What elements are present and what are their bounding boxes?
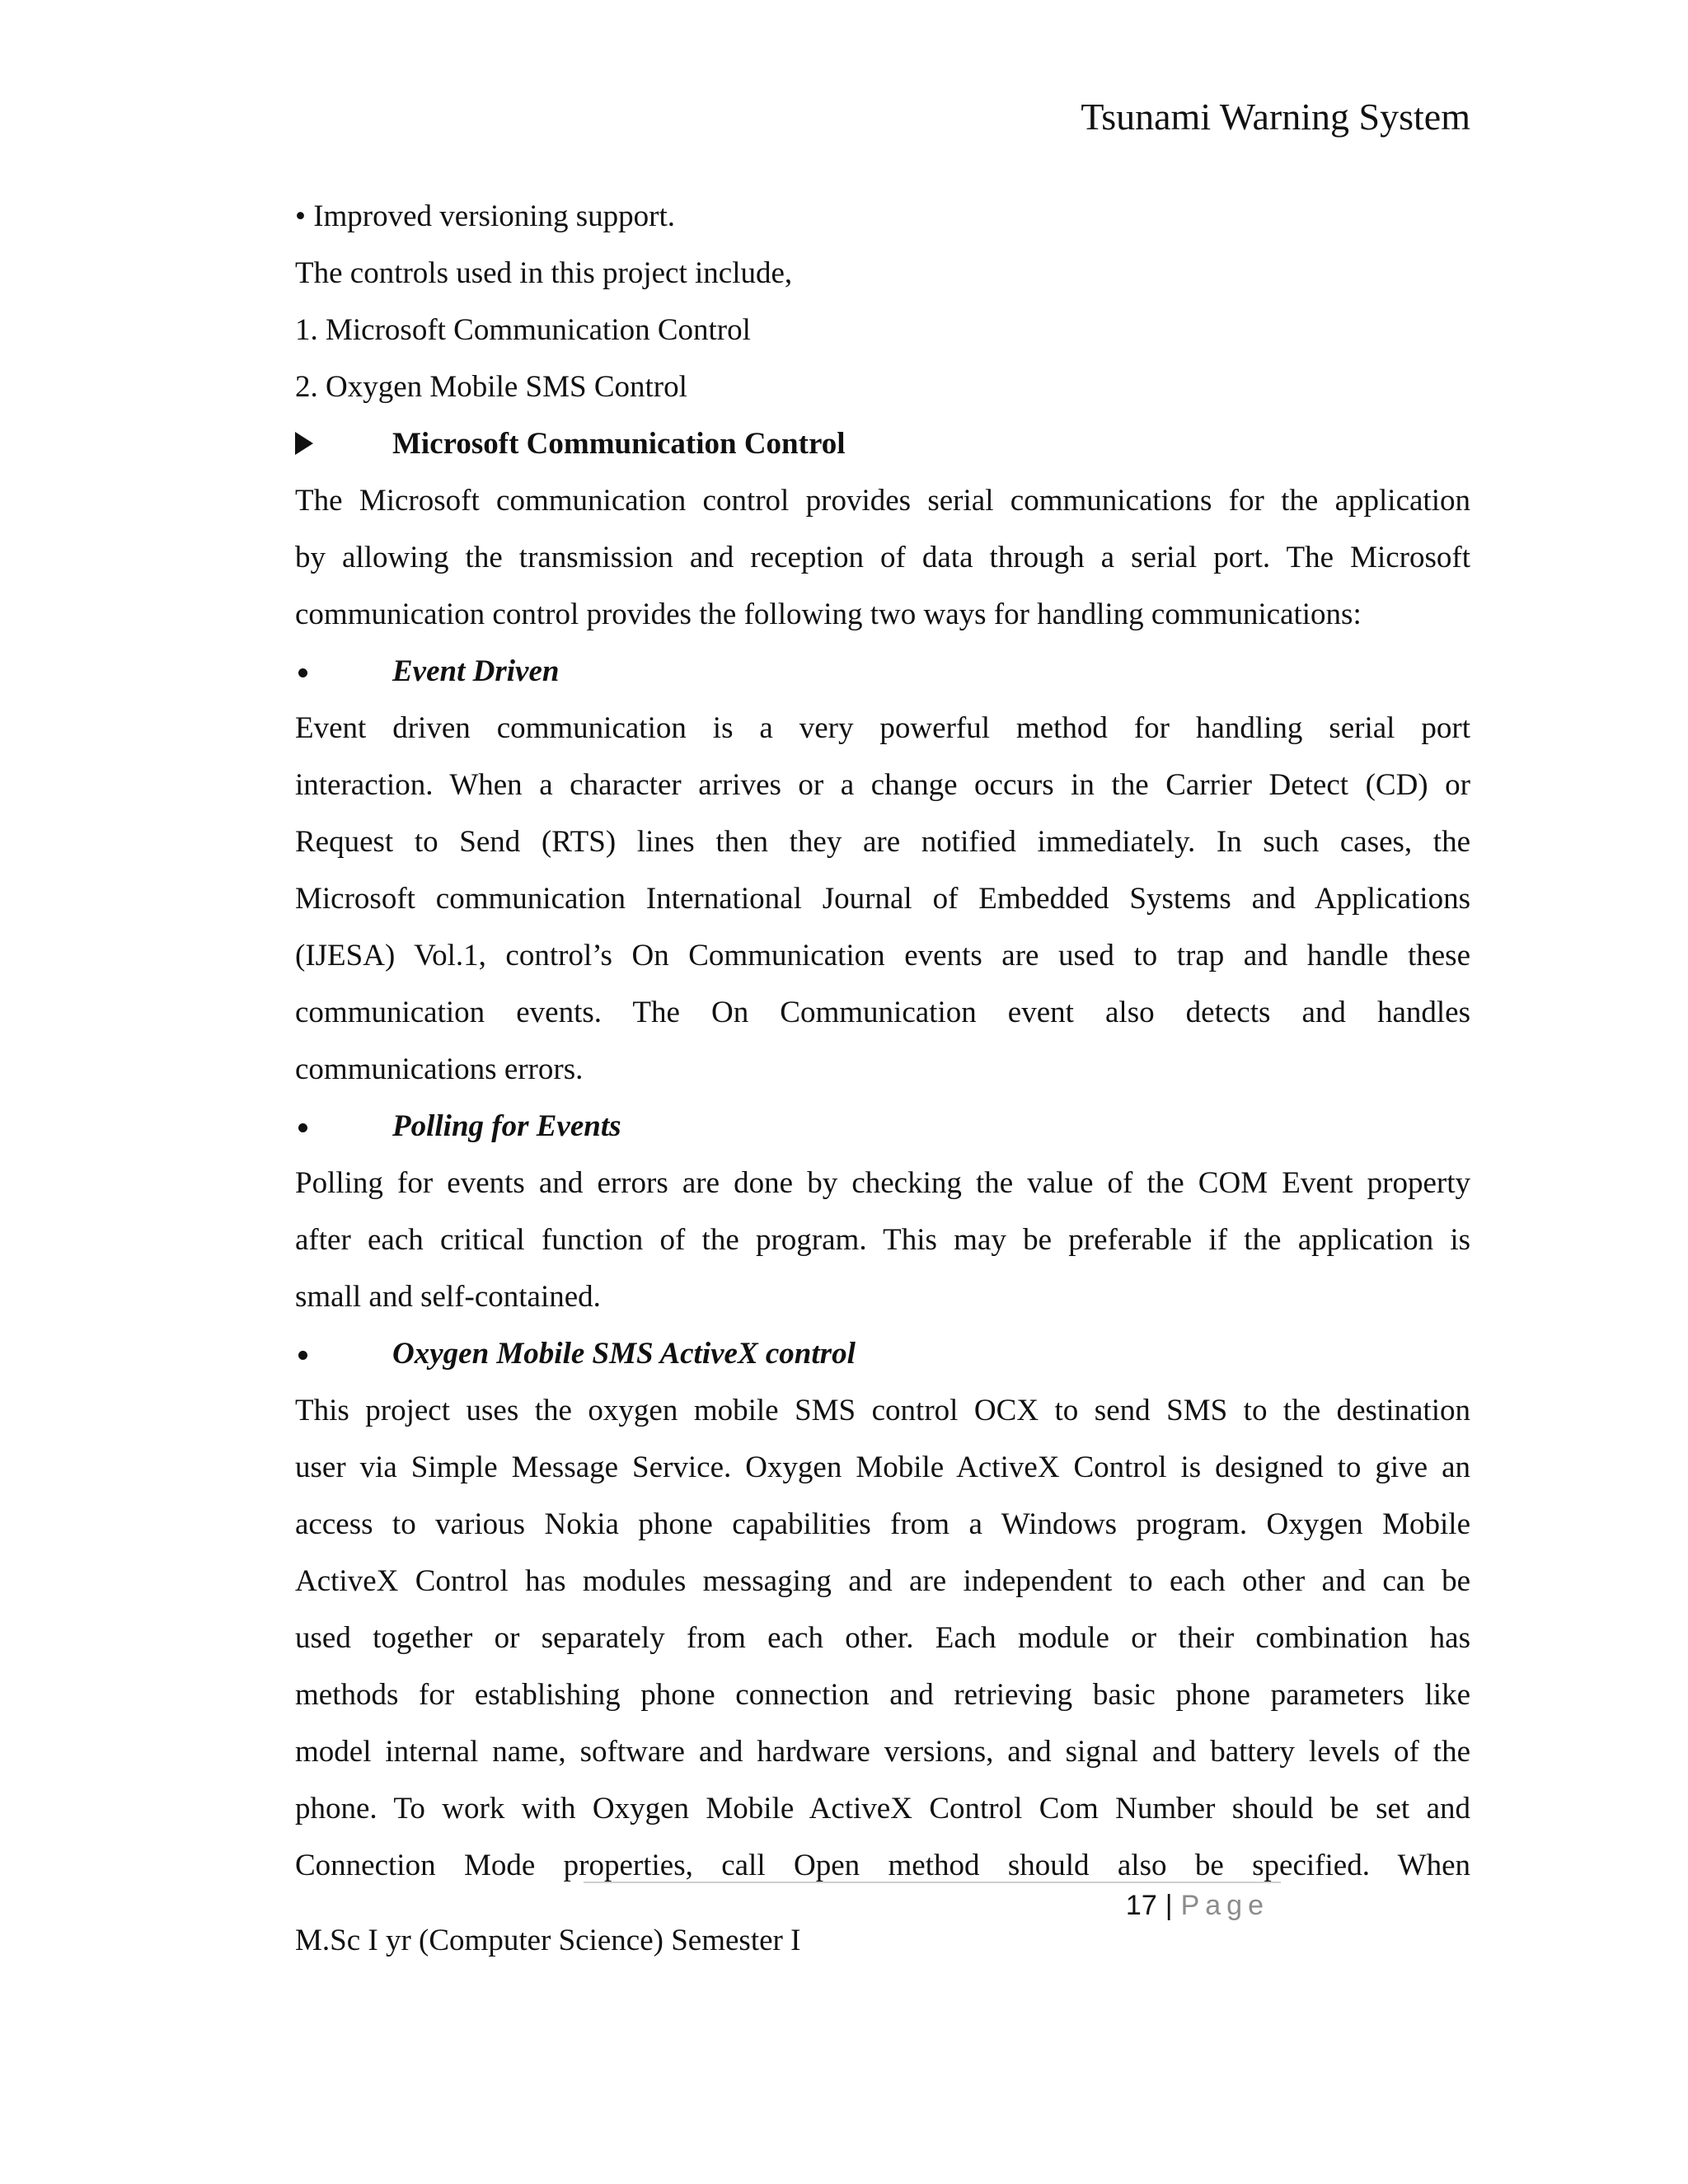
- bullet-icon: [295, 1098, 392, 1155]
- paragraph-line: small and self-contained.: [295, 1280, 601, 1314]
- subheading-text: Polling for Events: [392, 1109, 621, 1143]
- paragraph-line: model internal name, software and hardware versions, and signal and battery levels of the: [295, 1735, 1470, 1769]
- paragraph-line: (IJESA) Vol.1, control’s On Communication events are used to trap and handle these: [295, 939, 1470, 972]
- paragraph-line: phone. To work with Oxygen Mobile ActiveX Control Com Number should be set and: [295, 1792, 1470, 1825]
- paragraph-line: Event driven communication is a very powerful method for handling serial port: [295, 711, 1470, 745]
- paragraph-line: communications errors.: [295, 1052, 584, 1086]
- paragraph-line: ActiveX Control has modules messaging and are independent to each other and can be: [295, 1564, 1470, 1598]
- paragraph-line: This project uses the oxygen mobile SMS control OCX to send SMS to the destination: [295, 1394, 1470, 1427]
- paragraph-line: Microsoft communication International Journal of Embedded Systems and Applications: [295, 882, 1470, 916]
- paragraph-line: The Microsoft communication control provides serial communications for the application: [295, 484, 1470, 518]
- subheading-polling: [295, 1098, 1470, 1155]
- list-item: 1. Microsoft Communication Control: [295, 313, 751, 347]
- page-number-value: 17: [1125, 1890, 1157, 1921]
- paragraph-line: used together or separately from each other. Each module or their combination has: [295, 1621, 1470, 1655]
- page-number-separator: |: [1165, 1890, 1173, 1921]
- paragraph-line: access to various Nokia phone capabilities from a Windows program. Oxygen Mobile: [295, 1507, 1470, 1541]
- paragraph-line: communication events. The On Communication event also detects and handles: [295, 996, 1470, 1029]
- page-number: [1126, 1887, 1269, 1924]
- arrow-bullet-icon: [295, 415, 392, 472]
- subheading-event-driven: [295, 643, 1470, 700]
- subheading-text: Event Driven: [392, 654, 560, 688]
- bullet-icon: [295, 1325, 392, 1382]
- paragraph-line: Request to Send (RTS) lines then they are notified immediately. In such cases, the: [295, 825, 1470, 859]
- page-label: Page: [1180, 1890, 1269, 1921]
- bullet-icon: [295, 643, 392, 700]
- subheading-text: Oxygen Mobile SMS ActiveX control: [392, 1337, 856, 1371]
- subheading-oxygen: [295, 1325, 1470, 1382]
- paragraph-line: user via Simple Message Service. Oxygen Mobile ActiveX Control is designed to give an: [295, 1451, 1470, 1484]
- paragraph-line: communication control provides the following two ways for handling communications:: [295, 598, 1362, 631]
- section-heading-text: Microsoft Communication Control: [392, 427, 846, 461]
- footer-course-label: M.Sc I yr (Computer Science) Semester I: [295, 1924, 801, 1957]
- paragraph-line: by allowing the transmission and reception of data through a serial port. The Microsoft: [295, 541, 1470, 574]
- paragraph-line: Polling for events and errors are done by checking the value of the COM Event property: [295, 1166, 1470, 1200]
- list-item: 2. Oxygen Mobile SMS Control: [295, 370, 687, 404]
- footer-divider: [584, 1882, 1281, 1883]
- paragraph-line: methods for establishing phone connection and retrieving basic phone parameters like: [295, 1678, 1470, 1712]
- paragraph-line: interaction. When a character arrives or a change occurs in the Carrier Detect (CD) or: [295, 768, 1470, 802]
- paragraph-line: Connection Mode properties, call Open method should also be specified. When: [295, 1849, 1470, 1882]
- document-body: [295, 188, 1470, 1894]
- intro-bullet: • Improved versioning support.: [295, 199, 676, 233]
- page-header-title: Tsunami Warning System: [1081, 96, 1470, 138]
- controls-intro: The controls used in this project include,: [295, 256, 793, 290]
- paragraph-line: after each critical function of the program. This may be preferable if the application is: [295, 1223, 1470, 1257]
- section-heading: [295, 415, 1470, 472]
